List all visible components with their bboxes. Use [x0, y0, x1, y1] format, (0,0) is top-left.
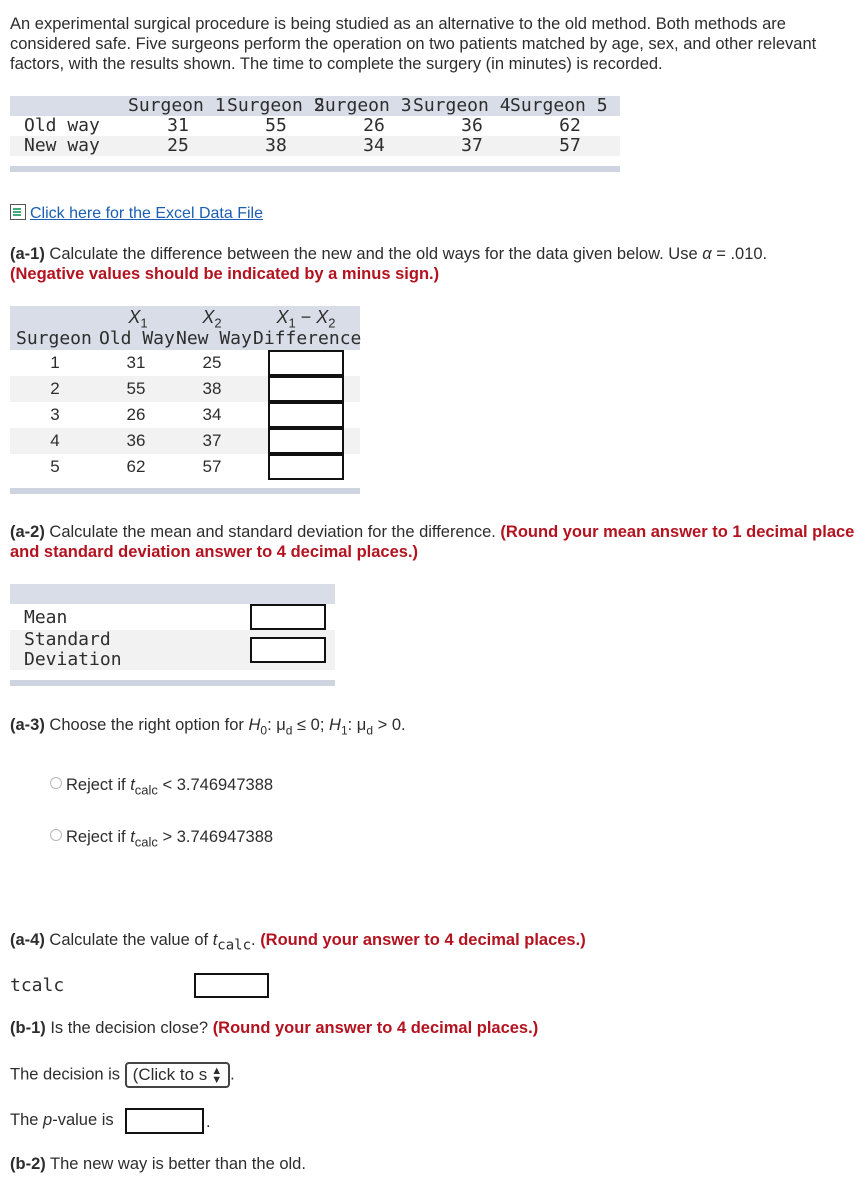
table1-row-label-old: Old way — [24, 115, 100, 136]
sd-label-line1: Standard — [24, 629, 111, 650]
mean-label: Mean — [24, 607, 68, 628]
difference-input-4[interactable] — [268, 428, 344, 454]
difference-input-2[interactable] — [268, 376, 344, 402]
question-a1: (a-1) Calculate the difference between the new and the old ways for the data given below. Use α = .010. (Negative values should be indicated by a minus sign.) — [10, 245, 768, 283]
table2-surgeon: 3 — [50, 405, 60, 424]
table2-old: 62 — [126, 457, 146, 476]
table1-cell: 31 — [167, 115, 189, 136]
col-diff-header: Difference — [253, 328, 362, 349]
table1-cell: 25 — [167, 135, 189, 156]
table1-header-4: Surgeon 4 — [413, 95, 511, 116]
pvalue-row: The p-value is — [10, 1111, 114, 1129]
table2-footer-bar — [10, 488, 360, 494]
option-reject-greater[interactable]: Reject if $t_{calc} > 3.746947388$ — [50, 827, 273, 852]
table3-header-bg — [10, 584, 335, 604]
table2-old: 36 — [126, 431, 146, 450]
table1-cell: 26 — [363, 115, 385, 136]
col-x1-label: $X_1$ — [128, 307, 148, 331]
excel-link-text[interactable]: Click here for the Excel Data File — [30, 205, 263, 222]
tcalc-label: tcalc — [10, 975, 65, 996]
table1-footer-bar — [10, 166, 620, 172]
sd-input[interactable] — [250, 637, 326, 663]
table1-header-3: Surgeon 3 — [314, 95, 412, 116]
table1-cell: 62 — [559, 115, 581, 136]
table1-header-5: Surgeon 5 — [510, 95, 608, 116]
table1-cell: 34 — [363, 135, 385, 156]
table1-cell: 38 — [265, 135, 287, 156]
decision-select[interactable]: (Click to s ▲ ▼ — [125, 1062, 231, 1088]
difference-input-3[interactable] — [268, 402, 344, 428]
question-a4: (a-4) Calculate the value of $t_{calc}$. (Round your answer to 4 decimal places.) — [10, 931, 586, 954]
table2-new: 57 — [202, 457, 222, 476]
mean-input[interactable] — [250, 604, 326, 630]
option-reject-less[interactable]: Reject if $t_{calc} < 3.746947388$ — [50, 775, 273, 800]
excel-data-link[interactable] — [10, 202, 263, 223]
decision-row: The decision is (Click to s ▲ ▼ . — [10, 1062, 235, 1088]
table2-old: 26 — [126, 405, 146, 424]
pvalue-period: . — [206, 1113, 211, 1131]
col-x2-label: $X_2$ — [202, 307, 222, 331]
question-a2: (a-2) Calculate the mean and standard deviation for the difference. (Round your mean answer to 1 decimal place and standard deviation answer to 4 decimal places.) — [10, 523, 855, 561]
table1-row-label-new: New way — [24, 135, 100, 156]
problem-intro: An experimental surgical procedure is being studied as an alternative to the old method. Both methods are considered safe. Five surgeons perform the operation on two patients matched by age, sex, and other relevant factors, with the results shown. The time to complete the surgery (in minutes) is recorded. — [10, 15, 817, 73]
table2-new: 25 — [202, 353, 222, 372]
sd-label-line2: Deviation — [24, 649, 122, 670]
table3-footer-bar — [10, 680, 335, 686]
table1-cell: 36 — [461, 115, 483, 136]
difference-input-5[interactable] — [268, 454, 344, 480]
excel-file-icon — [10, 204, 26, 220]
difference-input-1[interactable] — [268, 350, 344, 376]
table1-header-2: Surgeon 2 — [227, 95, 325, 116]
table2-surgeon: 2 — [50, 379, 60, 398]
question-b1: (b-1) Is the decision close? (Round your answer to 4 decimal places.) — [10, 1019, 539, 1037]
table2-new: 38 — [202, 379, 222, 398]
radio-reject-less[interactable] — [50, 777, 62, 789]
col-new-header: New Way — [176, 328, 252, 349]
col-surgeon-header: Surgeon — [16, 328, 92, 349]
table2-surgeon: 5 — [50, 457, 60, 476]
table2-old: 55 — [126, 379, 146, 398]
col-old-header: Old Way — [99, 328, 175, 349]
select-arrows-icon: ▲ ▼ — [211, 1064, 223, 1086]
tcalc-input[interactable] — [194, 973, 269, 998]
question-a3: (a-3) Choose the right option for $H_0$: $\mu_d \le 0$; $H_1$: $\mu_d > 0$. — [10, 716, 406, 738]
table1-header-1: Surgeon 1 — [128, 95, 226, 116]
table1-cell: 37 — [461, 135, 483, 156]
question-b2: (b-2) The new way is better than the old. — [10, 1155, 306, 1173]
table1-cell: 55 — [265, 115, 287, 136]
pvalue-input[interactable] — [125, 1108, 204, 1134]
radio-reject-greater[interactable] — [50, 829, 62, 841]
table2-new: 34 — [202, 405, 222, 424]
table1-row-bg — [10, 136, 620, 156]
table2-old: 31 — [126, 353, 146, 372]
table2-surgeon: 4 — [50, 431, 60, 450]
col-diff-formula: $X_1 - X_2$ — [276, 307, 336, 331]
table2-new: 37 — [202, 431, 222, 450]
table1-cell: 57 — [559, 135, 581, 156]
table2-surgeon: 1 — [50, 353, 60, 372]
